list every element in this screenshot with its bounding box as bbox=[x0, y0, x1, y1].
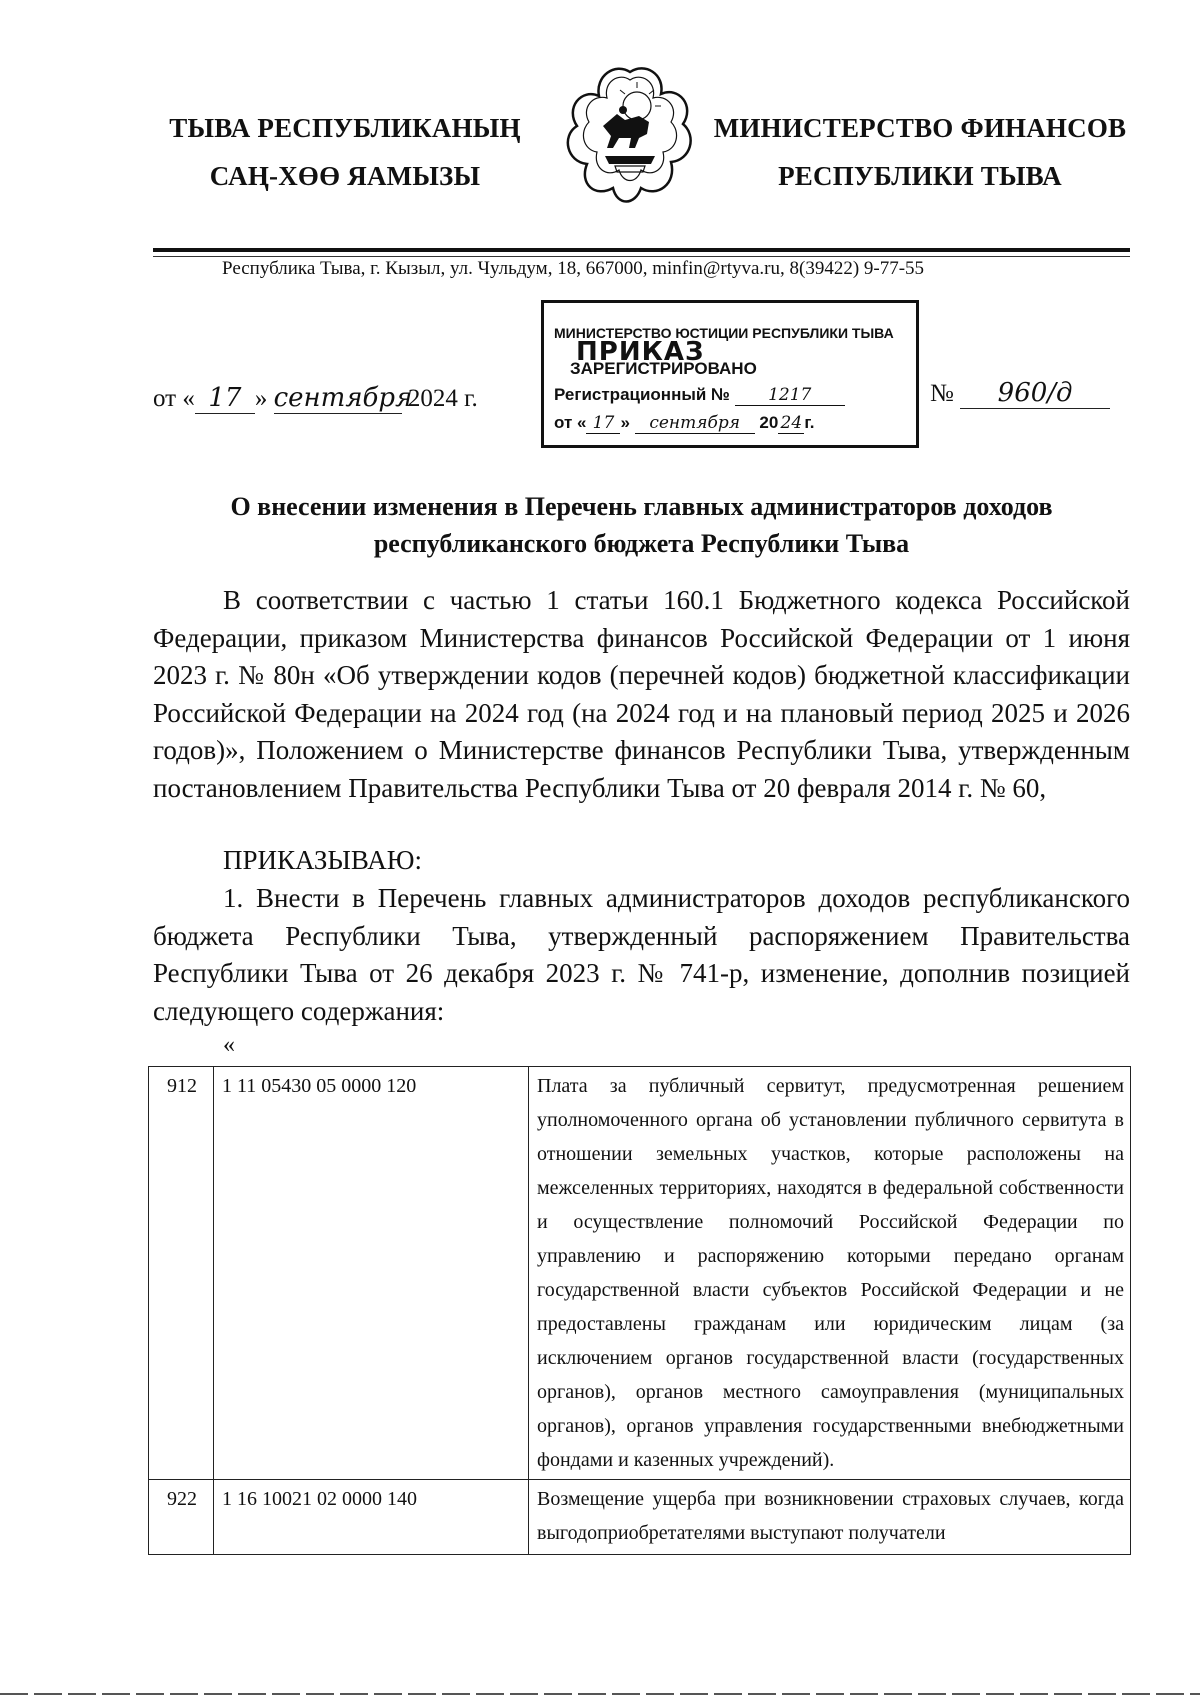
item-1-paragraph: 1. Внести в Перечень главных администраторов доходов республиканского бюджета Республики Тыва, утвержденный распоряжением Правительства Республики Тыва от 26 декабря 2023 г. № 741-р, изменение, дополнив позицией следующего содержания: bbox=[153, 883, 1130, 1026]
table-row bbox=[149, 1480, 1131, 1555]
stamp-date-line bbox=[554, 413, 814, 434]
title-line2: республиканского бюджета Республики Тыва bbox=[373, 529, 910, 558]
description-cell: Плата за публичный сервитут, предусмотренная решением уполномоченного органа об установлении публичного сервитута в отношении земельных участков, которые расположены на межселенных территориях, находятся в федеральной собственности и осуществление полномочий Российской Федерации по управлению и распоряжению которыми передано органам государственной власти субъектов Российской Федерации и не предоставлены гражданам или юридическим лицам (за исключением органов государственной власти (государственных органов), органов местного самоуправления (муниципальных органов), органов управления государственными внебюджетными фондами и казенных учреждений). bbox=[529, 1067, 1131, 1480]
stamp-registered: ЗАРЕГИСТРИРОВАНО bbox=[570, 359, 757, 378]
date-prefix: от « bbox=[153, 385, 195, 412]
admin-code-cell: 922 bbox=[149, 1480, 214, 1555]
stamp-date-year-suffix: 24 bbox=[778, 413, 804, 434]
stamp-reg-number-line bbox=[554, 385, 845, 406]
date-day: 17 bbox=[195, 383, 255, 414]
order-title-word: ПРИКАЗ bbox=[576, 337, 705, 367]
stamp-ministry-line: МИНИСТЕРСТВО ЮСТИЦИИ РЕСПУБЛИКИ ТЫВА bbox=[554, 325, 894, 341]
description-cell: Возмещение ущерба при возникновении страховых случаев, когда выгодоприобретателями выступают получатели bbox=[529, 1480, 1131, 1555]
stamp-date-year-prefix: 20 bbox=[759, 413, 779, 432]
header-left-title bbox=[160, 104, 530, 200]
kbk-cell: 1 11 05430 05 0000 120 bbox=[214, 1067, 529, 1480]
stamp-date-from: от « bbox=[554, 413, 587, 432]
header-right-line1: МИНИСТЕРСТВО ФИНАНСОВ bbox=[713, 113, 1127, 143]
date-month: сентября bbox=[273, 383, 413, 413]
admin-code-cell: 912 bbox=[149, 1067, 214, 1480]
title-line1: О внесении изменения в Перечень главных администраторов доходов bbox=[230, 492, 1053, 521]
revenue-admin-table bbox=[148, 1066, 1131, 1555]
header-right-line2: РЕСПУБЛИКИ ТЫВА bbox=[778, 161, 1062, 191]
header-right-title bbox=[710, 104, 1130, 200]
stamp-date-month: сентября bbox=[635, 413, 755, 434]
date-mid: » bbox=[254, 385, 268, 412]
registration-stamp bbox=[541, 300, 919, 448]
order-command: ПРИКАЗЫВАЮ: bbox=[223, 845, 422, 875]
header-left-line1: ТЫВА РЕСПУБЛИКАНЫҢ bbox=[169, 113, 521, 143]
tuva-coat-of-arms-icon bbox=[565, 64, 695, 219]
header-rule bbox=[153, 248, 1130, 252]
order-date bbox=[153, 383, 478, 414]
number-sign: № bbox=[930, 380, 954, 407]
order-number bbox=[930, 378, 1110, 409]
stamp-reg-number: 1217 bbox=[735, 385, 845, 406]
stamp-date-g: г. bbox=[804, 413, 815, 432]
ministry-address: Республика Тыва, г. Кызыл, ул. Чульдум, 18, 667000, minfin@rtyva.ru, 8(39422) 9-77-55 bbox=[222, 258, 925, 279]
number-value: 960/д bbox=[960, 378, 1110, 409]
table-row bbox=[149, 1067, 1131, 1480]
stamp-reg-label: Регистрационный № bbox=[554, 385, 730, 404]
stamp-date-day: 17 bbox=[586, 413, 620, 434]
kbk-cell: 1 16 10021 02 0000 140 bbox=[214, 1480, 529, 1555]
header-rule-thin bbox=[153, 256, 1130, 257]
quote-open: « bbox=[223, 1032, 235, 1058]
stamp-date-mid: » bbox=[620, 413, 630, 432]
scan-bottom-edge bbox=[0, 1693, 1200, 1695]
header-left-line2: САҢ-ХӨӨ ЯАМЫЗЫ bbox=[209, 161, 481, 191]
date-year: 2024 г. bbox=[407, 385, 478, 412]
document-title bbox=[153, 488, 1130, 562]
preamble-paragraph: В соответствии с частью 1 статьи 160.1 Бюджетного кодекса Российской Федерации, приказом Министерства финансов Российской Федерации от 1 июня 2023 г. № 80н «Об утверждении кодов (перечней кодов) бюджетной классификации Российской Федерации на 2024 год (на 2024 год и на плановый период 2025 и 2026 годов)», Положением о Министерстве финансов Республики Тыва, утвержденным постановлением Правительства Республики Тыва от 20 февраля 2014 г. № 60, bbox=[153, 585, 1130, 803]
